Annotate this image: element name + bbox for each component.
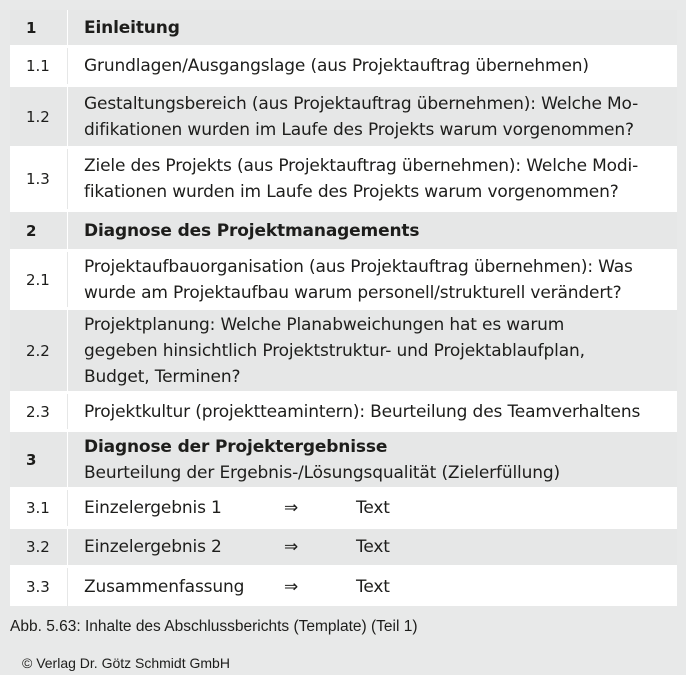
result-label: Einzelergebnis 2 — [84, 537, 222, 557]
section-number: 1 — [10, 10, 68, 45]
result-value: Text — [356, 498, 390, 518]
figure-caption: Abb. 5.63: Inhalte des Abschlussberichts (Template) (Teil 1) — [10, 618, 418, 635]
section-number: 2 — [10, 212, 68, 249]
item-number: 1.1 — [10, 48, 68, 84]
item-text-line: Gestaltungsbereich (aus Projektauftrag übernehmen): Welche Mo- — [84, 93, 639, 114]
result-value: Text — [356, 577, 390, 597]
item-text-line: Ziele des Projekts (aus Projektauftrag übernehmen): Welche Modi- — [84, 156, 639, 176]
item-text — [68, 252, 677, 307]
content-table — [10, 10, 677, 606]
section-title: Diagnose der Projektergebnisse — [84, 436, 388, 457]
item-number: 1.2 — [10, 87, 68, 146]
item-number: 2.1 — [10, 252, 68, 307]
item-text — [68, 490, 677, 526]
result-line — [84, 495, 669, 521]
item-text-line: Projektaufbauorganisation (aus Projektauftrag übernehmen): Was — [84, 256, 633, 277]
item-text-line: Projektkultur (projektteamintern): Beurteilung des Teamverhaltens — [84, 401, 641, 422]
item-text — [68, 87, 677, 146]
double-arrow-icon: ⇒ — [284, 498, 299, 518]
item-text — [68, 149, 677, 209]
section-text — [68, 432, 677, 487]
table-row-2-1 — [10, 252, 677, 310]
table-row-1-1 — [10, 48, 677, 87]
item-number: 3.2 — [10, 529, 68, 565]
item-text-line: Budget, Terminen? — [84, 366, 241, 387]
result-label: Zusammenfassung — [84, 577, 245, 597]
section-row-2 — [10, 212, 677, 252]
result-line — [84, 574, 669, 600]
item-text — [68, 310, 677, 391]
item-text-line: difikationen wurden im Laufe des Projekts warum vorgenommen? — [84, 119, 634, 140]
section-row-1 — [10, 10, 677, 48]
section-row-3 — [10, 432, 677, 490]
copyright-notice: © Verlag Dr. Götz Schmidt GmbH — [22, 655, 230, 671]
item-number: 2.2 — [10, 310, 68, 391]
item-text — [68, 48, 677, 84]
table-row-3-2 — [10, 529, 677, 568]
item-text — [68, 394, 677, 429]
table-row-1-3 — [10, 149, 677, 212]
table-row-1-2 — [10, 87, 677, 149]
section-title: Diagnose des Projektmanagements — [84, 220, 420, 241]
section-title: Einleitung — [84, 17, 180, 38]
table-row-2-3 — [10, 394, 677, 432]
item-text-line: Projektplanung: Welche Planabweichungen hat es warum — [84, 314, 565, 335]
item-number: 3.1 — [10, 490, 68, 526]
table-row-3-1 — [10, 490, 677, 529]
double-arrow-icon: ⇒ — [284, 537, 299, 557]
result-line — [84, 534, 669, 560]
item-number: 1.3 — [10, 149, 68, 209]
table-row-3-3 — [10, 568, 677, 606]
item-text — [68, 568, 677, 606]
item-number: 3.3 — [10, 568, 68, 606]
double-arrow-icon: ⇒ — [284, 577, 299, 597]
item-text-line: gegeben hinsichtlich Projektstruktur- und Projektablaufplan, — [84, 340, 585, 361]
item-text-line: fikationen wurden im Laufe des Projekts warum vorgenommen? — [84, 182, 619, 202]
result-label: Einzelergebnis 1 — [84, 498, 222, 518]
item-number: 2.3 — [10, 394, 68, 429]
item-text-line: Grundlagen/Ausgangslage (aus Projektauftrag übernehmen) — [84, 56, 589, 76]
result-value: Text — [356, 537, 390, 557]
section-subtitle: Beurteilung der Ergebnis-/Lösungsqualität (Zielerfüllung) — [84, 462, 561, 483]
table-row-2-2 — [10, 310, 677, 394]
item-text-line: wurde am Projektaufbau warum personell/strukturell verändert? — [84, 282, 622, 303]
section-number: 3 — [10, 432, 68, 487]
item-text — [68, 529, 677, 565]
